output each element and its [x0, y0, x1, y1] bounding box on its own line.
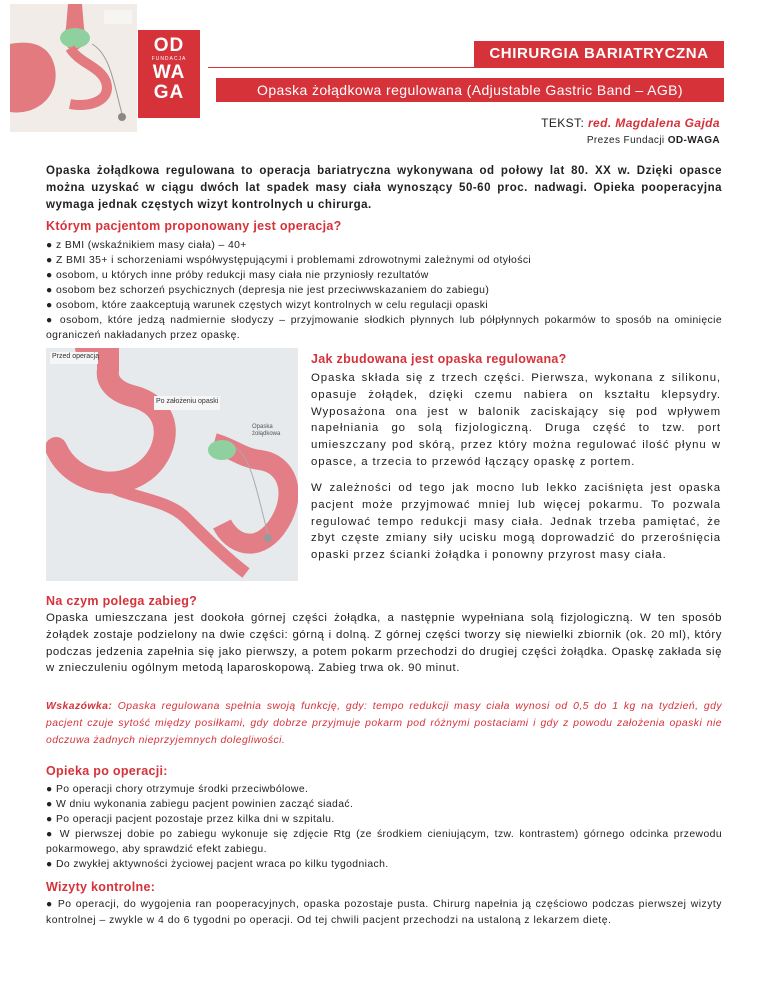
figure-label-band: Opaska żołądkowa: [252, 424, 281, 437]
hint-text: Opaska regulowana spełnia swoją funkcję, gdy: tempo redukcji masy ciała wynosi od 0,5 do 1 kg na tydzień, gdy pacjent czuje sytość między posiłkami, gdy dobrze przyjmuje pokarm pod różnymi postaciami i gdy z powodu założenia opaski nie odczuwa żadnych nieprzyjemnych dolegliwości.: [46, 701, 722, 746]
list-item: ● W pierwszej dobie po zabiegu wykonuje się zdjęcie Rtg (ze środkiem cieniującym, tzw. kontrastem) górnego odcinka przewodu pokarmowego, aby sprawdzić efekt zabiegu.: [46, 829, 722, 855]
section-heading-patients: Którym pacjentom proponowany jest operacja?: [46, 219, 342, 233]
list-item: ● Do zwykłej aktywności życiowej pacjent wraca po kilku tygodniach.: [46, 859, 389, 870]
stomach-diagram-svg: [46, 348, 298, 581]
stomach-band-illustration: [10, 4, 137, 132]
title-divider: [208, 67, 724, 68]
figure-label-before: Przed operacją: [52, 353, 100, 360]
list-item: ● osobom bez schorzeń psychicznych (depresja nie jest przeciwwskazaniem do zabiegu): [46, 285, 490, 296]
section-heading-aftercare: Opieka po operacji:: [46, 764, 168, 778]
list-item: ● W dniu wykonania zabiegu pacjent powinien zacząć siadać.: [46, 799, 354, 810]
section-heading-checkups: Wizyty kontrolne:: [46, 880, 156, 894]
hint-box: [46, 698, 722, 749]
list-item: ● osobom, które zaakceptują warunek częstych wizyt kontrolnych w celu regulacji opaski: [46, 300, 489, 311]
section-heading-construction: Jak zbudowana jest opaska regulowana?: [311, 352, 567, 366]
section-heading-procedure: Na czym polega zabieg?: [46, 594, 198, 608]
list-item: ● osobom, u których inne próby redukcji masy ciała nie przyniosły rezultatów: [46, 270, 429, 281]
author-org: OD-WAGA: [667, 135, 720, 146]
procedure-paragraph: Opaska umieszczana jest dookoła górnej części żołądka, a następnie wypełniana solą fizjologiczną. W ten sposób żołądek zostaje podzielony na dwie części: górną i dolną. Z górnej części tworzy się niewielki zbiornik (ok. 20 ml), który podczas jedzenia zapełnia się jako pierwszy, a potem pokarm przechodzi do drugiej części żołądka. Opaskę zakłada się w znieczuleniu ogólnym metodą laparoskopową. Zabieg trwa ok. 90 minut.: [46, 612, 722, 675]
checkups-paragraph: ● Po operacji, do wygojenia ran pooperacyjnych, opaska pozostaje pusta. Chirurg napełnia ją częściowo podczas pierwszej wizyty kontrolnej – zwykle w 4 do 6 tygodni po operacji. Od tej chwili pacjent przechodzi na ustaloną z lekarzem dietę.: [46, 899, 722, 926]
list-item: ● Po operacji pacjent pozostaje przez kilka dni w szpitalu.: [46, 814, 335, 825]
list-item: ● Po operacji chory otrzymuje środki przeciwbólowe.: [46, 784, 309, 795]
logo-text-wa: WA: [152, 62, 186, 83]
gastric-band-diagram: [46, 348, 298, 581]
author-role: Prezes Fundacji: [586, 135, 668, 146]
author-name: red. Magdalena Gajda: [587, 116, 720, 130]
list-item: ● z BMI (wskaźnikiem masy ciała) – 40+: [46, 240, 247, 251]
construction-paragraph-2: W zależności od tego jak mocno lub lekko zaciśnięta jest opaska pacjent może przyjmować mniej lub więcej pokarmu. To pozwala regulować tempo redukcji masy ciała. Jednak trzeba pamiętać, że zbyt częste zmiany siły ucisku mogą doprowadzić do przerośnięcia opaski przez ścianki żołądka i ponowny przyrost masy ciała.: [311, 482, 721, 562]
logo-text-od: OD: [153, 35, 185, 56]
header-illustration: [10, 4, 137, 132]
page-subtitle: Opaska żołądkowa regulowana (Adjustable Gastric Band – AGB): [216, 78, 724, 102]
patients-list: [46, 238, 722, 343]
list-item: ● osobom, które jedzą nadmiernie słodyczy – przyjmowanie słodkich płynnych lub półpłynnych pokarmów to sposób na ominięcie ograniczeń nakładanych przez opaskę.: [46, 315, 722, 341]
construction-paragraph-1: Opaska składa się z trzech części. Pierwsza, wykonana z silikonu, opasuje żołądek, dzięki czemu nabiera on kształtu klepsydry. Wyposażona ona jest w balonik zaciskający się pod wpływem napełniania go solą fizjologiczną. Druga część to tzw. port umieszczany pod skórą, przez który można regulować ilość płynu w opasce, a trzecia to przewód łączący opaskę z portem.: [311, 372, 721, 468]
author-block: [541, 115, 720, 149]
page-title: CHIRURGIA BARIATRYCZNA: [474, 41, 724, 67]
intro-paragraph: Opaska żołądkowa regulowana to operacja bariatryczna wykonywana od połowy lat 80. XX w. Dzięki opasce można uzyskać w ciągu dwóch lat spadek masy ciała wynoszący 50-60 proc. nadwagi. Opieka pooperacyjna wymaga jednak częstych wizyt kontrolnych u chirurga.: [46, 165, 722, 211]
foundation-logo: [138, 30, 200, 118]
logo-text-fundacja: FUNDACJA: [151, 56, 187, 62]
figure-label-after: Po założeniu opaski: [156, 398, 219, 405]
aftercare-list: [46, 782, 722, 872]
hint-label: Wskazówka:: [46, 701, 113, 712]
author-label: TEKST:: [541, 116, 588, 130]
list-item: ● Z BMI 35+ i schorzeniami współwystępującymi i problemami zdrowotnymi zależnymi od otyłości: [46, 255, 532, 266]
logo-text-ga: GA: [153, 82, 185, 103]
